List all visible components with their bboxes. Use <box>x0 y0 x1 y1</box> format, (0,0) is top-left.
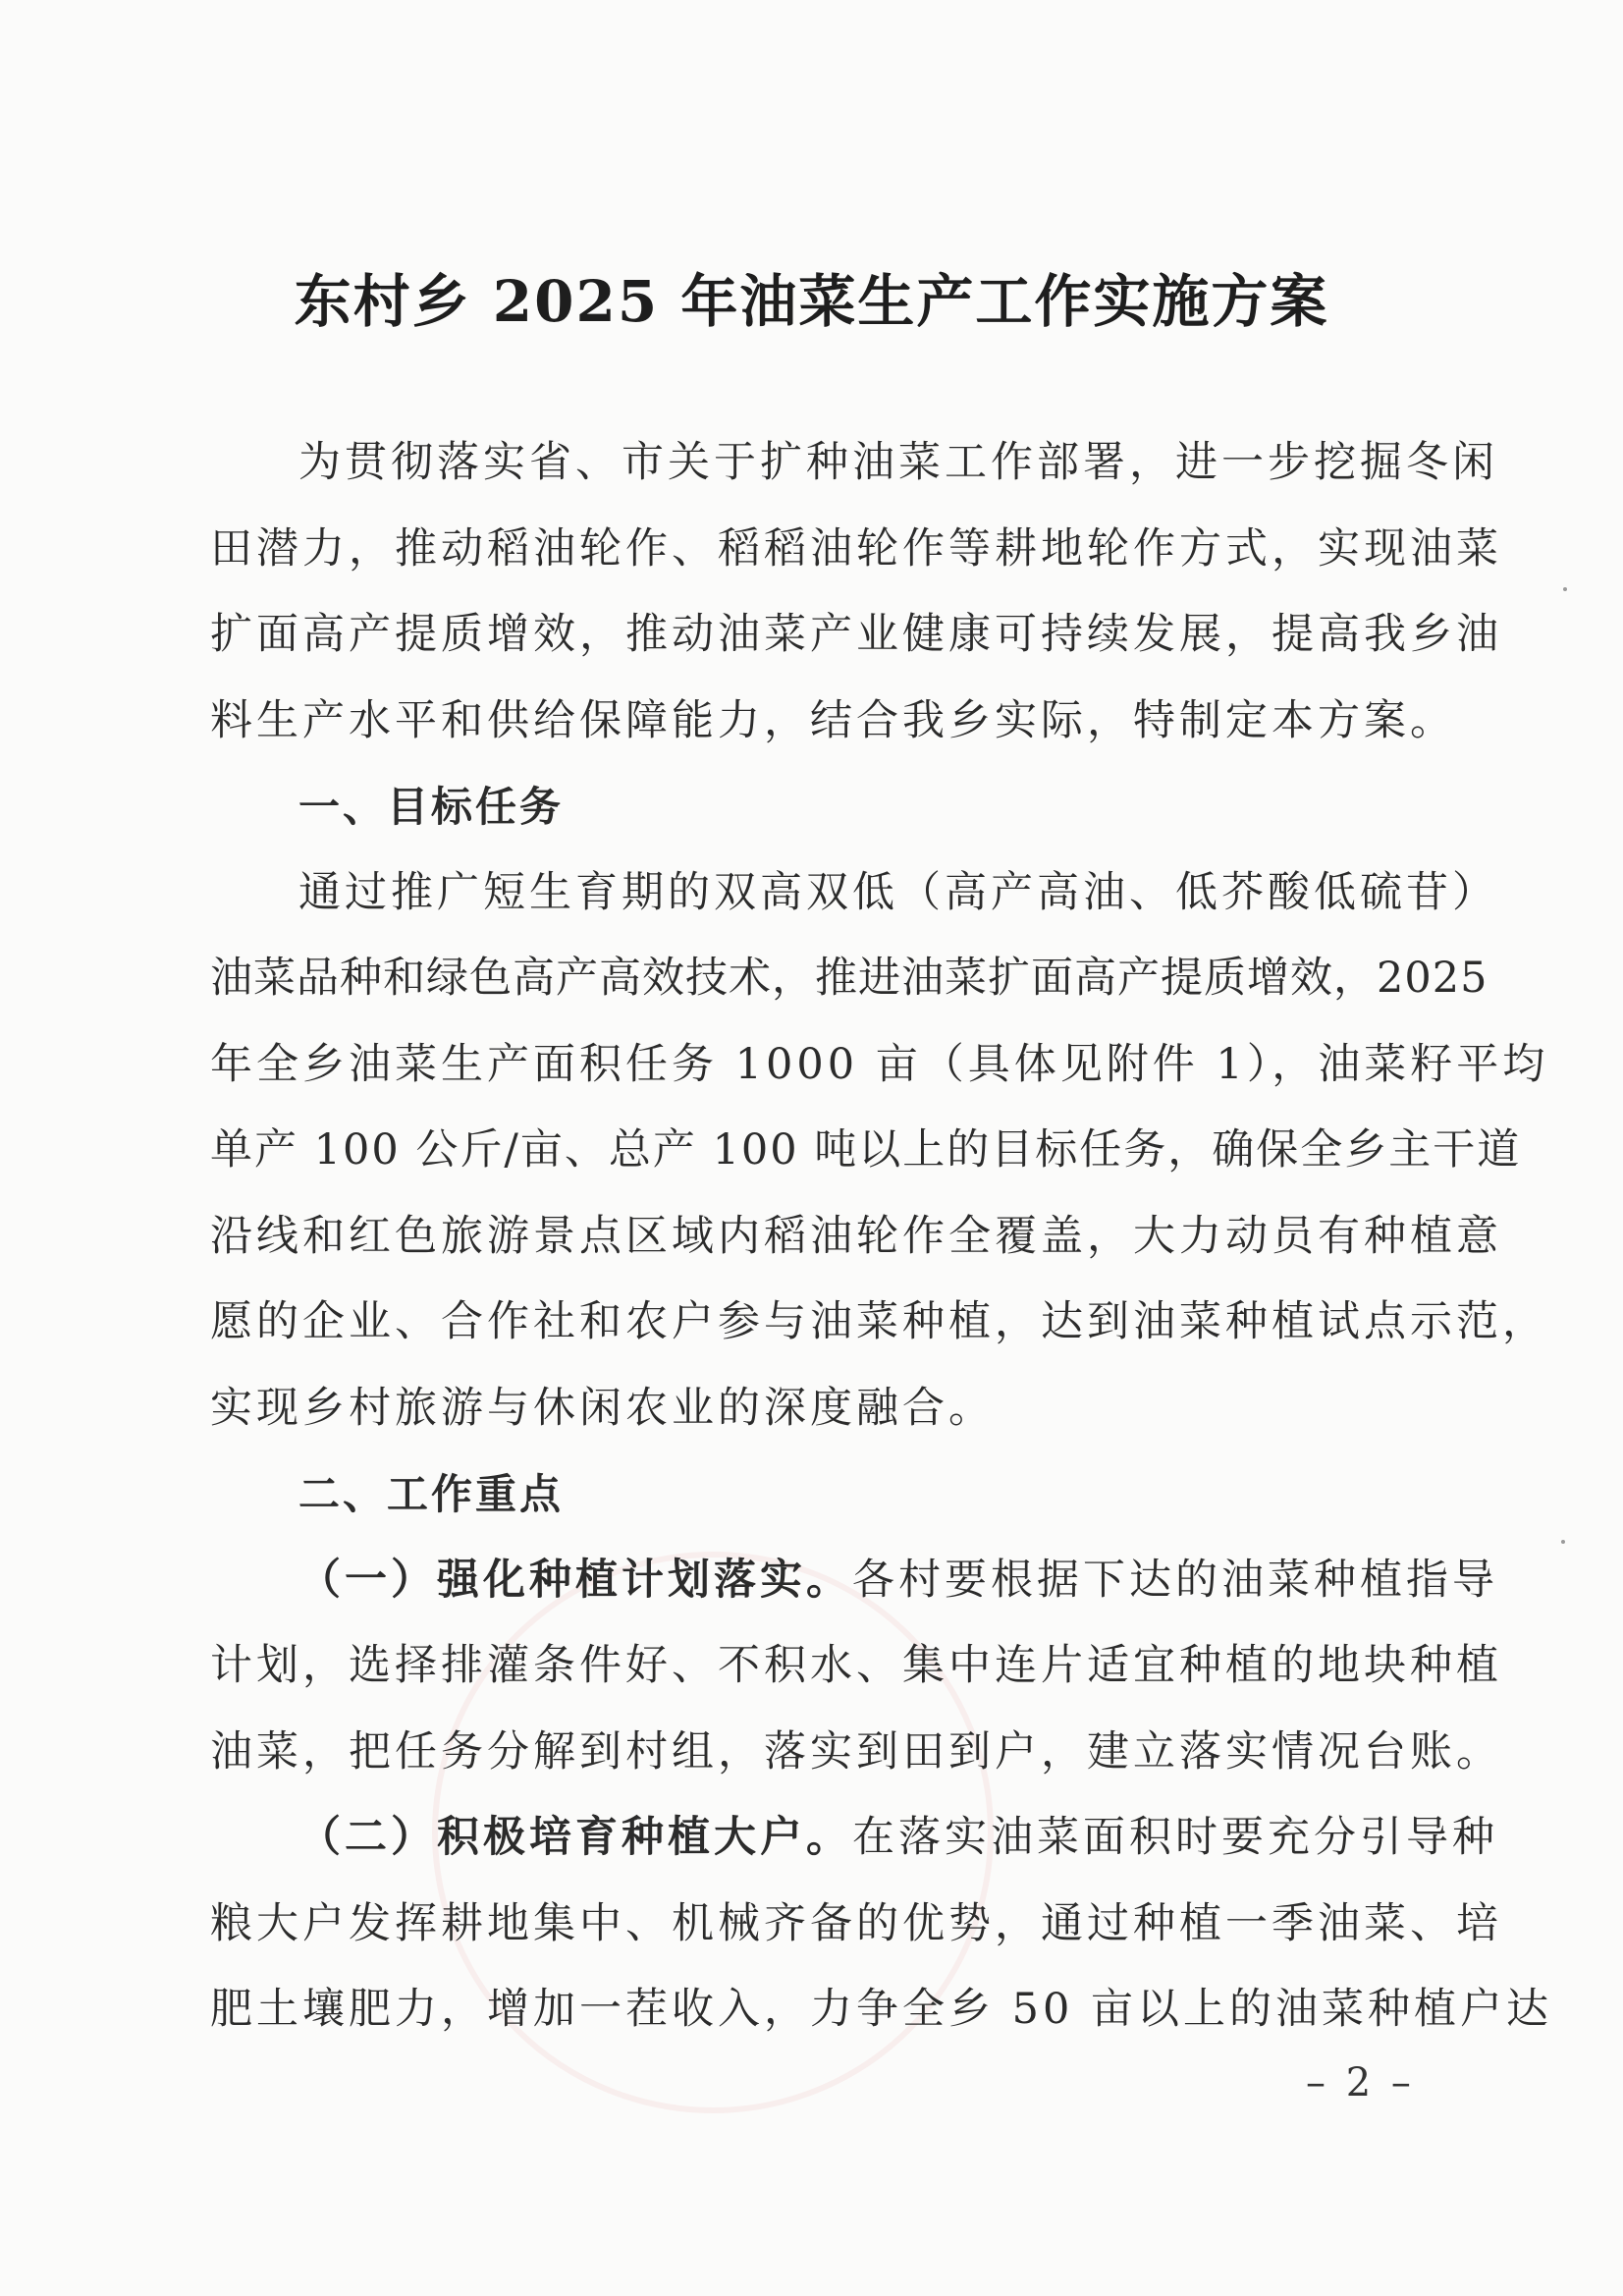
paragraph-line: 料生产水平和供给保障能力，结合我乡实际，特制定本方案。 <box>210 695 1456 745</box>
paragraph-line <box>210 1795 1498 1882</box>
paragraph-line: 计划，选择排灌条件好、不积水、集中连片适宜种植的地块种植 <box>210 1641 1502 1690</box>
paragraph-line: 通过推广短生育期的双高双低（高产高油、低芥酸低硫苷） <box>298 867 1498 917</box>
paragraph-line: 实现乡村旅游与休闲农业的深度融合。 <box>210 1383 995 1433</box>
subsection-text: 在落实油菜面积时要充分引导种 <box>852 1813 1498 1862</box>
document-body <box>210 420 1553 2053</box>
scan-speck <box>1563 587 1567 591</box>
paragraph-line: 油菜品种和绿色高产高效技术，推进油菜扩面高产提质增效，2025 <box>210 954 1488 1003</box>
paragraph-line: 田潜力，推动稻油轮作、稻稻油轮作等耕地轮作方式，实现油菜 <box>210 523 1502 574</box>
section-heading-objectives: 一、目标任务 <box>298 783 565 831</box>
section-heading-priorities: 二、工作重点 <box>298 1470 565 1518</box>
paragraph-line: 沿线和红色旅游景点区域内稻油轮作全覆盖，大力动员有种植意 <box>210 1211 1502 1261</box>
paragraph-line: 粮大户发挥耕地集中、机械齐备的优势，通过种植一季油菜、培 <box>210 1898 1502 1948</box>
paragraph-line: 年全乡油菜生产面积任务 1000 亩（具体见附件 1），油菜籽平均 <box>210 1039 1549 1089</box>
paragraph-line: 肥土壤肥力，增加一茬收入，力争全乡 50 亩以上的油菜种植户达 <box>210 1985 1553 2034</box>
subsection-lead: （二）积极培育种植大户。 <box>298 1813 852 1862</box>
paragraph-line: 愿的企业、合作社和农户参与油菜种植，达到油菜种植试点示范， <box>210 1297 1548 1346</box>
paragraph-line: 单产 100 公斤/亩、总产 100 吨以上的目标任务，确保全乡主干道 <box>210 1125 1522 1175</box>
scan-speck <box>1561 1540 1565 1544</box>
paragraph-line: 扩面高产提质增效，推动油菜产业健康可持续发展，提高我乡油 <box>210 610 1502 659</box>
subsection-lead: （一）强化种植计划落实。 <box>298 1555 852 1605</box>
paragraph-line: 为贯彻落实省、市关于扩种油菜工作部署，进一步挖掘冬闲 <box>298 438 1498 487</box>
paragraph-line <box>210 1538 1498 1624</box>
subsection-text: 各村要根据下达的油菜种植指导 <box>852 1555 1498 1605</box>
document-title: 东村乡 2025 年油菜生产工作实施方案 <box>294 268 1329 335</box>
paragraph-line: 油菜，把任务分解到村组，落实到田到户，建立落实情况台账。 <box>210 1726 1502 1777</box>
page-number: – 2 – <box>1306 2060 1415 2105</box>
